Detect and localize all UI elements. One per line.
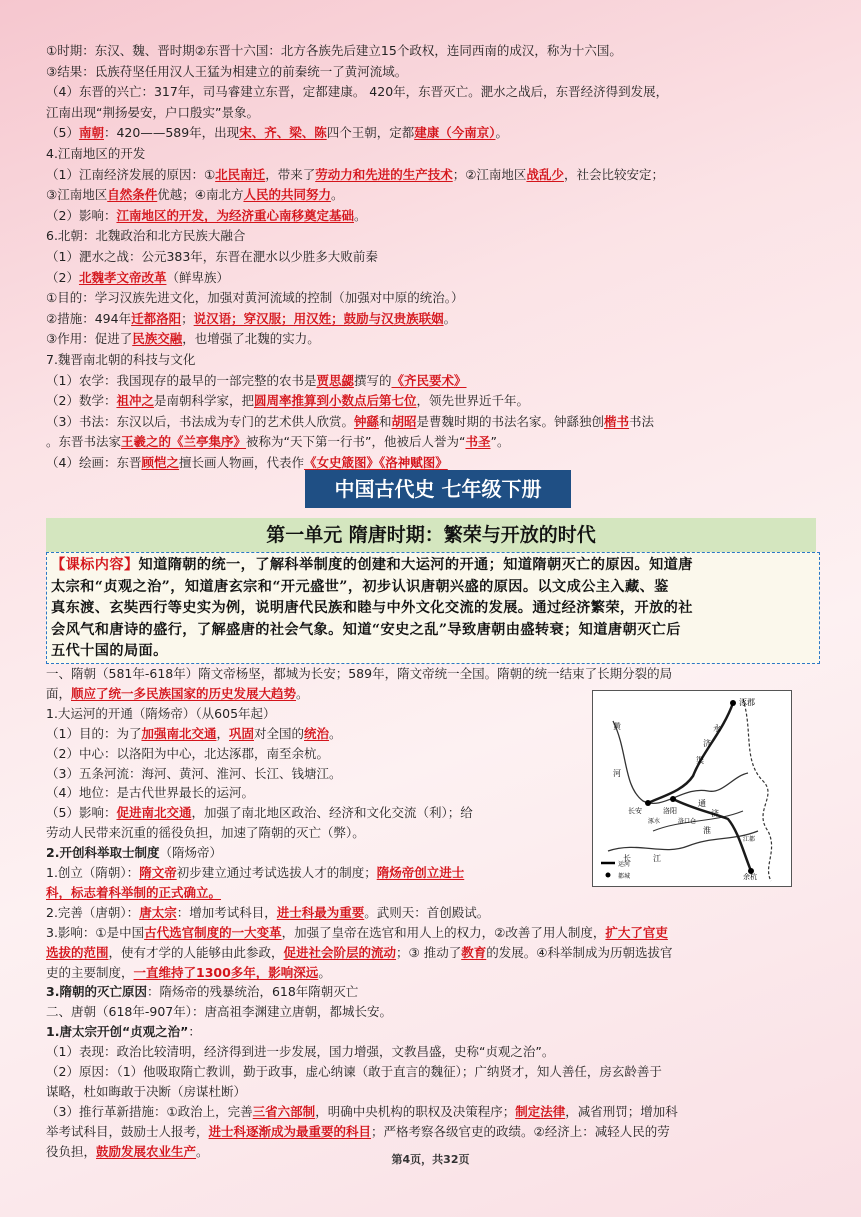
text-line [46, 884, 221, 901]
standard-label: 【课标内容】 [51, 557, 139, 573]
standard-line: 会风气和唐诗的盛行，了解盛唐的社会气象。知道“安史之乱”导致唐朝由盛转衰；知道唐朝灭亡后 [51, 621, 681, 638]
text-segment: ；严格考察各级官吏的政绩。②经济上：减轻人民的劳 [371, 1123, 670, 1139]
text-segment: 6.北朝：北魏政治和北方民族大融合 [46, 228, 246, 244]
text-segment: ②措施：494年 [46, 310, 132, 326]
text-segment: ： [188, 1024, 201, 1040]
key-term: 隋炀帝创立进士 [376, 865, 465, 880]
key-term: 祖冲之 [116, 393, 154, 409]
text-segment: 举考试科目，鼓励士人报考， [46, 1123, 209, 1139]
text-segment: （2）中心：以洛阳为中心，北达涿郡，南至余杭。 [46, 745, 329, 761]
key-term: 一直维持了1300多年，影响深远 [133, 964, 319, 980]
text-segment: 。 [330, 187, 344, 203]
key-term: 巩固 [229, 725, 255, 741]
text-segment: 2.开创科举取士制度 [46, 845, 160, 861]
text-segment: 谋略，杜如晦敢于决断（房谋杜断） [46, 1083, 247, 1099]
key-term: 科，标志着科举制的正式确立。 [46, 884, 222, 900]
text-line [46, 705, 276, 722]
key-term: 教育 [461, 944, 487, 960]
text-line [46, 765, 341, 782]
map-label: 涿水 [648, 818, 661, 825]
key-term: 人民的共同努力 [243, 187, 331, 203]
key-term: 古代选官制度的一大变革 [144, 924, 282, 940]
text-line [46, 1003, 392, 1020]
text-segment: ，加强了皇帝在选官和用人上的权力，②改善了用人制度， [281, 924, 606, 940]
text-segment: 。东晋书法家 [46, 434, 122, 450]
text-segment: （1）目的：为了 [46, 725, 142, 741]
key-term: 进士科逐渐成为最重要的科目 [208, 1123, 372, 1139]
key-term: 进士科最为重要 [276, 904, 365, 920]
text-segment: 。 [196, 1143, 209, 1159]
key-term: 楷书 [604, 413, 630, 429]
key-term: 统治 [304, 725, 330, 741]
text-segment: （5）影响： [46, 805, 117, 821]
key-term: 隋文帝 [139, 865, 177, 880]
key-term: 唐太宗 [139, 904, 177, 920]
text-segment: 。 [318, 964, 331, 980]
text-line [46, 372, 467, 389]
key-term: 迁都洛阳 [131, 310, 182, 326]
map-label-luokoucang: 洛口仓 [678, 818, 697, 825]
text-segment: ：增加考试科目， [176, 904, 277, 920]
text-segment: （2）数学： [46, 393, 117, 409]
text-segment: ，减省刑罚；增加科 [565, 1103, 678, 1119]
text-segment: ，领先世界近千年。 [416, 393, 530, 409]
map-label: 渠 [696, 756, 704, 765]
text-line [46, 1043, 554, 1060]
map-label: 永 [713, 724, 721, 733]
map-label-jiangdu: 江都 [743, 836, 756, 843]
text-segment: ③江南地区 [46, 187, 108, 203]
key-term: 贾思勰 [316, 372, 354, 388]
text-segment: （1）农学：我国现存的最早的一部完整的农书是 [46, 372, 317, 388]
key-term: 《女史箴图》《洛神赋图》 [304, 455, 448, 470]
text-line [46, 310, 456, 327]
text-segment: ，也增强了北魏的实力。 [182, 331, 320, 347]
text-line [46, 964, 331, 981]
map-legend-canal: 运河 [618, 861, 631, 868]
text-line [46, 745, 329, 762]
text-line [46, 392, 529, 409]
key-term: 民族交融 [132, 331, 183, 347]
text-line [46, 665, 672, 682]
text-segment: （隋炀帝） [159, 845, 222, 861]
text-line [46, 413, 654, 430]
text-segment: 优越；④南北方 [157, 187, 244, 203]
page-footer: 第4页，共32页 [391, 1153, 470, 1166]
key-term: 北民南迁 [215, 166, 266, 182]
canal-map-svg [593, 691, 791, 886]
text-segment: ，加强了南北地区政治、经济和文化交流（利）；给 [191, 805, 473, 821]
text-line [46, 944, 672, 961]
text-segment: ； [181, 310, 194, 326]
text-line [46, 1123, 670, 1140]
text-segment: 对全国的 [254, 725, 305, 741]
text-segment: 2.完善（唐朝）： [46, 904, 140, 920]
text-segment: （4）地位：是古代世界最长的运河。 [46, 785, 254, 801]
text-line [46, 454, 448, 471]
text-line [46, 186, 343, 203]
unit-title: 第一单元 隋唐时期：繁荣与开放的时代 [46, 518, 816, 552]
text-line [46, 145, 145, 162]
text-segment: （3）书法：东汉以后，书法成为专门的艺术供人欣赏。 [46, 413, 354, 429]
map-label-zhuojun: 涿郡 [739, 698, 755, 707]
text-line [46, 83, 668, 100]
standard-line: 真东渡、玄奘西行等史实为例，说明唐代民族和睦与中外文化交流的发展。通过经济繁荣，开放的社 [51, 600, 693, 616]
key-term: 劳动力和先进的生产技术 [315, 166, 453, 182]
text-line [46, 330, 320, 347]
text-line [46, 124, 508, 141]
text-line [46, 924, 668, 941]
text-segment: 初步建立通过考试选拔人才的制度； [176, 865, 377, 880]
text-segment: 7.魏晋南北朝的科技与文化 [46, 352, 196, 367]
text-segment: （4）绘画：东晋 [46, 455, 142, 470]
key-term: 圆周率推算到小数点后第七位 [253, 393, 417, 409]
key-term: 战乱少 [526, 166, 564, 182]
key-term: 钟繇 [353, 413, 379, 429]
text-segment: （1）江南经济发展的原因：① [46, 166, 216, 182]
key-term: 三省六部制 [252, 1103, 316, 1119]
text-segment: 。 [296, 685, 309, 701]
text-segment: 面， [46, 685, 72, 701]
text-segment: ， [216, 725, 229, 741]
text-segment: （1）淝水之战：公元383年，东晋在淝水以少胜多大败前秦 [46, 249, 378, 264]
text-segment: ；③ 推动了 [396, 944, 462, 960]
text-segment: ①目的：学习汉族先进文化，加强对黄河流域的控制（加强对中原的统治。） [46, 290, 464, 306]
map-label: 济 [703, 739, 711, 748]
text-segment: （2） [46, 269, 79, 285]
text-line [46, 63, 407, 80]
text-segment: 一、隋朝（581年-618年）隋文帝杨坚，都城为长安；589年，隋文帝统一全国。隋朝的统一结束了长期分裂的局 [46, 666, 673, 681]
curriculum-standard-box [46, 552, 820, 664]
text-line [46, 248, 378, 265]
key-term: 自然条件 [107, 187, 158, 203]
key-term: 《齐民要术》 [391, 372, 467, 388]
book-banner: 中国古代史 七年级下册 [305, 470, 571, 508]
text-line [46, 269, 229, 286]
key-term: 加强南北交通 [141, 725, 217, 741]
text-segment: 1.唐太宗开创“贞观之治” [46, 1024, 189, 1040]
key-term: 说汉语；穿汉服；用汉姓；鼓励与汉贵族联姻 [193, 310, 444, 326]
text-line [46, 983, 358, 1000]
text-segment: ，社会比较安定； [563, 166, 664, 182]
standard-line: 五代十国的局面。 [51, 643, 168, 659]
text-line [46, 433, 509, 450]
map-label: 淮 [703, 826, 711, 835]
key-term: 江南地区的开发，为经济重心南移奠定基础 [116, 207, 354, 223]
text-segment: （4）东晋的兴亡：317年，司马睿建立东晋，定都建康。 420年，东晋灭亡。淝水之战后，东晋经济得到发展， [46, 84, 669, 100]
text-segment: 的发展。④科举制成为历朝选拔官 [486, 944, 673, 960]
text-line [46, 685, 309, 702]
text-line [46, 227, 245, 244]
text-segment: 书法 [629, 413, 655, 429]
key-term: 王羲之的《兰亭集序》 [121, 434, 247, 450]
text-line [46, 725, 342, 742]
text-segment: （3）推行革新措施：①政治上，完善 [46, 1103, 253, 1119]
text-segment: 被称为“天下第一行书”，他被后人誉为“ [246, 434, 466, 450]
text-line [46, 864, 464, 881]
text-line [46, 289, 463, 306]
key-term: 扩大了官吏 [605, 924, 668, 940]
text-segment: ”。 [490, 434, 510, 450]
standard-line: 太宗和“贞观之治”，知道唐玄宗和“开元盛世”，初步认识唐朝兴盛的原因。以文成公主入藏、鉴 [51, 578, 669, 595]
grand-canal-map [592, 690, 792, 887]
map-label-yuhang: 余杭 [743, 873, 757, 881]
text-segment: ③结果：氐族苻坚任用汉人王猛为相建立的前秦统一了黄河流域。 [46, 63, 408, 79]
text-segment: 是南朝科学家，把 [153, 393, 254, 409]
map-label: 济 [711, 809, 719, 818]
text-segment: 。 [443, 310, 457, 326]
text-segment: ③作用：促进了 [46, 331, 133, 347]
text-segment: 擅长画人物画，代表作 [178, 455, 304, 470]
text-line [46, 824, 365, 841]
text-line [46, 1083, 246, 1100]
text-segment: ，使有才学的人能够由此参政， [108, 944, 284, 960]
key-term: 促进社会阶层的流动 [283, 944, 397, 960]
map-label: 长 [623, 854, 631, 863]
text-segment: （5） [46, 125, 79, 141]
map-label-changan: 长安 [628, 807, 642, 815]
text-line [46, 804, 473, 821]
text-segment: 吏的主要制度， [46, 964, 134, 980]
key-term: 制定法律 [515, 1103, 566, 1119]
text-segment: ：420——589年，出现 [103, 125, 240, 141]
map-label: 河 [613, 769, 621, 778]
text-segment: 。 [329, 725, 342, 741]
text-segment: 1.大运河的开通（隋炀帝）（从605年起） [46, 705, 276, 721]
text-segment: （3）五条河流：海河、黄河、淮河、长江、钱塘江。 [46, 765, 342, 781]
text-segment: 和 [378, 413, 392, 429]
map-label-luoyang: 洛阳 [663, 807, 677, 815]
standard-line: 【课标内容】知道隋朝的统一，了解科举制度的创建和大运河的开通；知道隋朝灭亡的原因。知道唐 [51, 557, 693, 573]
text-line [46, 1103, 678, 1120]
text-line [46, 784, 254, 801]
text-segment: 撰写的 [353, 372, 392, 388]
text-segment: 江南出现“荆扬晏安，户口殷实”景象。 [46, 104, 259, 120]
text-segment: （2）原因：（1）他吸取隋亡教训，勤于政事，虚心纳谏（敢于直言的魏征）；广纳贤才，知人善任，房玄龄善于 [46, 1064, 662, 1079]
text-line [46, 351, 195, 368]
key-term: 顺应了统一多民族国家的历史发展大趋势 [71, 685, 297, 701]
key-term: 书圣 [465, 434, 491, 450]
text-segment: 3.隋朝的灭亡原因 [46, 984, 147, 1000]
map-label: 黄 [613, 722, 621, 731]
text-segment: 劳动人民带来沉重的徭役负担，加速了隋朝的灭亡（弊）。 [46, 825, 365, 841]
text-segment: ：隋炀帝的残暴统治，618年隋朝灭亡 [146, 984, 359, 1000]
key-term: 顾恺之 [141, 455, 179, 470]
text-line [46, 104, 259, 121]
text-segment: 。 [353, 207, 367, 223]
text-segment: ；②江南地区 [452, 166, 527, 182]
text-segment: ，带来了 [265, 166, 316, 182]
text-segment: 1.创立（隋朝）： [46, 865, 140, 880]
text-segment: 。武则天：首创殿试。 [364, 904, 490, 920]
key-term: 鼓励发展农业生产 [96, 1143, 197, 1159]
key-term: 南朝 [78, 125, 104, 141]
key-term: 胡昭 [391, 413, 417, 429]
key-term: 选拔的范围 [46, 944, 109, 960]
text-line [46, 166, 664, 183]
text-line [46, 42, 622, 59]
text-segment: ①时期：东汉、魏、晋时期②东晋十六国：北方各族先后建立15个政权，连同西南的成汉，称为十六国。 [46, 43, 622, 58]
text-line [46, 1063, 662, 1080]
text-segment: 役负担， [46, 1143, 97, 1159]
text-line [46, 844, 222, 861]
text-segment: （2）影响： [46, 207, 117, 223]
text-segment: 四个王朝，定都 [326, 125, 415, 141]
text-line [46, 904, 489, 921]
text-segment: （鲜卑族） [166, 269, 229, 285]
text-segment: （1）表现：政治比较清明，经济得到进一步发展，国力增强，文教昌盛，史称“贞观之治”。 [46, 1044, 555, 1060]
key-term: 宋、齐、梁、陈 [239, 125, 327, 141]
text-segment: 4.江南地区的开发 [46, 146, 146, 161]
text-segment: 是曹魏时期的书法名家。钟繇独创 [416, 413, 605, 429]
map-legend-capital: 都城 [618, 873, 631, 880]
key-term: 促进南北交通 [116, 805, 192, 821]
map-label: 江 [653, 854, 661, 863]
text-line [46, 1023, 201, 1040]
text-line [46, 207, 366, 224]
text-segment: 。 [495, 125, 508, 141]
text-segment: 二、唐朝（618年-907年）：唐高祖李渊建立唐朝，都城长安。 [46, 1004, 392, 1020]
key-term: 北魏孝文帝改革 [78, 269, 167, 285]
map-label: 通 [698, 799, 706, 808]
text-segment: 3.影响：①是中国 [46, 924, 145, 940]
key-term: 建康（今南京） [414, 125, 496, 141]
text-segment: ，明确中央机构的职权及决策程序； [315, 1103, 516, 1119]
